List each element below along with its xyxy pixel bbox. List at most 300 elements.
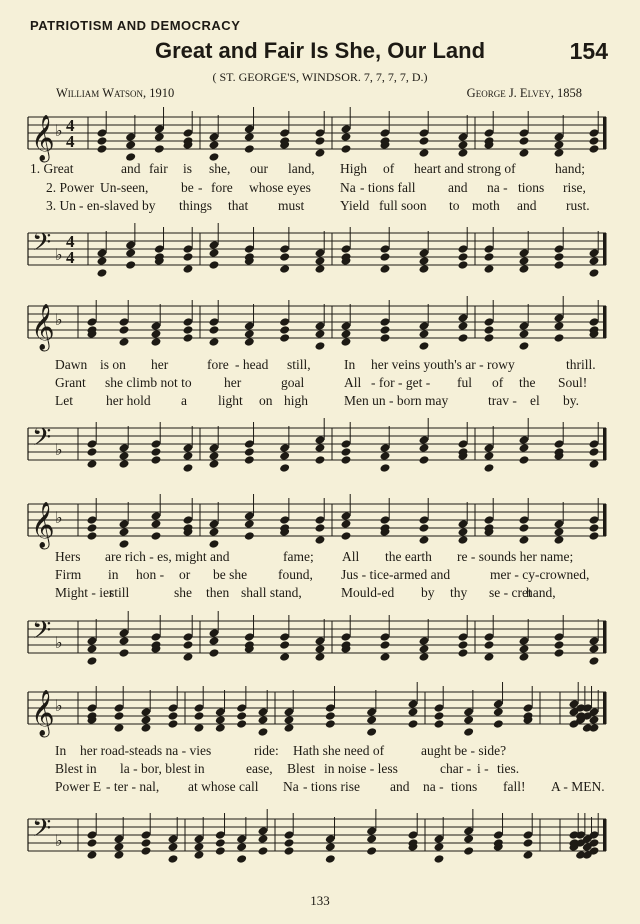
note-head — [519, 264, 530, 274]
lyric-word: ride: — [254, 743, 279, 758]
lyric-word: land, — [288, 161, 315, 176]
time-signature-digit: 4 — [66, 248, 75, 267]
note-head — [209, 648, 220, 658]
note-head — [519, 443, 530, 453]
lyric-word: - head — [235, 357, 269, 372]
note-head — [154, 132, 165, 142]
lyric-word: aught be - side? — [421, 743, 507, 758]
note-head — [463, 846, 474, 856]
lyric-word: - tions fall — [360, 180, 416, 195]
note-head — [458, 260, 469, 270]
lyric-word: Blest — [287, 761, 315, 776]
system-1-verse-1 — [0, 161, 640, 179]
note-head — [434, 719, 445, 729]
bass-clef-icon: 𝄢 — [32, 228, 52, 263]
note-head — [458, 333, 469, 343]
note-head — [463, 834, 474, 844]
note-head — [209, 527, 220, 537]
note-head — [209, 248, 220, 258]
note-head — [114, 711, 125, 721]
bass-staff-4 — [0, 806, 640, 866]
system-3-verse-3 — [0, 585, 640, 603]
note-head — [554, 252, 565, 262]
lyric-word: char - — [440, 761, 472, 776]
lyric-word: is on — [100, 357, 126, 372]
note-head — [183, 451, 194, 461]
lyric-word: she — [174, 585, 192, 600]
note-head — [114, 850, 125, 860]
lyric-word: - — [198, 180, 203, 195]
note-head — [183, 652, 194, 662]
lyric-word: re - sounds her name; — [457, 549, 574, 564]
lyric-word: shall stand, — [241, 585, 302, 600]
note-head — [279, 333, 290, 343]
lyric-word: be — [181, 180, 194, 195]
note-head — [589, 644, 600, 654]
lyric-word: Na — [340, 180, 356, 195]
note-head — [554, 535, 565, 545]
lyric-word: All — [342, 549, 360, 564]
lyric-word: of — [492, 375, 504, 390]
lyric-word: be she — [213, 567, 248, 582]
lyric-word: - en-slaved by — [79, 198, 156, 213]
note-head — [519, 535, 530, 545]
flat-icon: ♭ — [55, 831, 63, 850]
lyric-word: things — [179, 198, 213, 213]
lyric-word: her road-steads na - vies — [80, 743, 212, 758]
note-head — [419, 148, 430, 158]
note-head — [119, 648, 130, 658]
note-head — [244, 519, 255, 529]
lyric-word: Mould-ed — [341, 585, 395, 600]
note-head — [589, 523, 600, 533]
note-head — [315, 341, 326, 351]
note-head — [519, 341, 530, 351]
author-credit: William Watson, 1910 — [56, 86, 175, 100]
note-head — [183, 640, 194, 650]
treble-clef-icon: 𝄞 — [31, 304, 55, 350]
note-head — [589, 723, 600, 733]
note-head — [244, 132, 255, 142]
note-head — [215, 838, 226, 848]
note-head — [119, 539, 130, 549]
note-head — [87, 531, 98, 541]
note-head — [215, 723, 226, 733]
bass-clef-icon: 𝄢 — [32, 814, 52, 849]
note-head — [380, 264, 391, 274]
note-head — [87, 523, 98, 533]
note-head — [258, 715, 269, 725]
note-head — [554, 260, 565, 270]
note-head — [209, 337, 220, 347]
note-head — [484, 325, 495, 335]
note-head — [315, 535, 326, 545]
note-head — [244, 447, 255, 457]
system-3-verse-2 — [0, 567, 640, 585]
note-head — [119, 337, 130, 347]
note-head — [315, 256, 326, 266]
note-head — [419, 329, 430, 339]
note-head — [589, 656, 600, 666]
system-2-verse-2 — [0, 375, 640, 393]
note-head — [554, 333, 565, 343]
note-head — [315, 644, 326, 654]
note-head — [554, 648, 565, 658]
note-head — [244, 329, 255, 339]
note-head — [97, 268, 108, 278]
lyric-word: fame; — [283, 549, 314, 564]
note-head — [380, 333, 391, 343]
flat-icon: ♭ — [55, 508, 63, 527]
lyric-word: Jus - tice-armed and — [341, 567, 451, 582]
lyric-word: Na — [283, 779, 299, 794]
system-1-verse-2 — [0, 180, 640, 198]
note-head — [151, 531, 162, 541]
treble-staff-1 — [0, 104, 640, 164]
lyric-word: na - — [487, 180, 508, 195]
lyric-word: a — [181, 393, 187, 408]
note-head — [194, 842, 205, 852]
lyric-word: hon - — [136, 567, 165, 582]
note-head — [341, 531, 352, 541]
bass-staff-2 — [0, 415, 640, 475]
hymn-title: Great and Fair Is She, Our Land — [154, 38, 486, 63]
lyric-word: are rich - es, might and — [105, 549, 230, 564]
lyric-word: High — [340, 161, 367, 176]
lyric-word: Soul! — [558, 375, 588, 390]
note-head — [315, 148, 326, 158]
system-3-verse-1 — [0, 549, 640, 567]
lyric-word: Let — [55, 393, 73, 408]
tune-name: ( ST. GEORGE'S, WINDSOR. 7, 7, 7, 7, D.) — [212, 70, 428, 84]
flat-icon: ♭ — [55, 633, 63, 652]
lyric-word: All — [344, 375, 362, 390]
note-head — [434, 854, 445, 864]
note-head — [519, 329, 530, 339]
note-head — [315, 652, 326, 662]
lyric-word: A - MEN. — [551, 779, 605, 794]
lyric-word: found, — [278, 567, 313, 582]
lyric-word: in noise - less — [324, 761, 398, 776]
note-head — [151, 337, 162, 347]
note-head — [87, 447, 98, 457]
lyric-word: fall! — [503, 779, 526, 794]
time-signature-digit: 4 — [66, 116, 75, 135]
system-4-verse-2 — [0, 761, 640, 779]
note-head — [279, 252, 290, 262]
note-head — [554, 321, 565, 331]
note-head — [366, 834, 377, 844]
note-head — [114, 723, 125, 733]
final-barline — [603, 428, 606, 460]
note-head — [215, 846, 226, 856]
note-head — [119, 527, 130, 537]
lyric-word: moth — [472, 198, 500, 213]
final-barline — [603, 621, 606, 653]
note-head — [151, 519, 162, 529]
note-head — [125, 140, 136, 150]
note-head — [168, 719, 179, 729]
note-head — [419, 644, 430, 654]
bass-clef-icon: 𝄢 — [32, 423, 52, 458]
note-head — [236, 719, 247, 729]
treble-staff-2 — [0, 293, 640, 353]
note-head — [141, 715, 152, 725]
note-head — [119, 459, 130, 469]
note-head — [484, 333, 495, 343]
time-signature-digit: 4 — [66, 232, 75, 251]
lyric-word: mer - cy-crowned, — [490, 567, 590, 582]
section-heading: PATRIOTISM AND DEMOCRACY — [30, 18, 241, 33]
note-head — [484, 640, 495, 650]
lyric-word: to — [449, 198, 460, 213]
note-head — [97, 256, 108, 266]
treble-clef-icon: 𝄞 — [31, 502, 55, 548]
composer-credit: George J. Elvey, 1858 — [466, 86, 582, 100]
lyric-word: 1. Great — [30, 161, 74, 176]
lyric-word: her veins youth's ar - rowy — [371, 357, 515, 372]
note-head — [87, 838, 98, 848]
note-head — [419, 652, 430, 662]
lyric-word: Blest in — [55, 761, 97, 776]
lyric-word: In — [55, 743, 67, 758]
final-barline — [603, 233, 606, 265]
note-head — [380, 325, 391, 335]
lyric-word: by. — [563, 393, 579, 408]
lyric-word: Hers — [55, 549, 81, 564]
note-head — [258, 727, 269, 737]
lyric-word: and — [121, 161, 141, 176]
lyric-word: or — [179, 567, 191, 582]
lyric-word: trav - — [488, 393, 517, 408]
note-head — [589, 256, 600, 266]
note-head — [419, 535, 430, 545]
lyric-word: at whose call — [188, 779, 259, 794]
note-head — [125, 260, 136, 270]
lyric-word: our — [250, 161, 268, 176]
note-head — [284, 846, 295, 856]
lyric-word: na - — [423, 779, 444, 794]
lyric-word: and — [448, 180, 468, 195]
lyric-word: In — [344, 357, 356, 372]
note-head — [244, 337, 255, 347]
lyric-word: still — [109, 585, 130, 600]
note-head — [463, 715, 474, 725]
lyric-word: - ter - nal, — [106, 779, 160, 794]
lyric-word: and — [390, 779, 410, 794]
note-head — [458, 321, 469, 331]
hymn-number: 154 — [569, 38, 608, 64]
note-head — [419, 256, 430, 266]
final-barline — [603, 117, 606, 149]
note-head — [484, 652, 495, 662]
note-head — [209, 539, 220, 549]
note-head — [589, 459, 600, 469]
note-head — [244, 144, 255, 154]
note-head — [484, 252, 495, 262]
note-head — [484, 463, 495, 473]
lyric-word: fore — [211, 180, 233, 195]
lyric-word: heart and strong of — [414, 161, 516, 176]
note-head — [434, 711, 445, 721]
note-head — [141, 846, 152, 856]
note-head — [523, 838, 534, 848]
note-head — [589, 447, 600, 457]
final-barline — [603, 819, 606, 851]
note-head — [589, 136, 600, 146]
note-head — [589, 144, 600, 154]
note-head — [419, 264, 430, 274]
note-head — [380, 640, 391, 650]
lyric-word: she, — [209, 161, 231, 176]
note-head — [315, 443, 326, 453]
note-head — [258, 834, 269, 844]
lyric-word: high — [284, 393, 309, 408]
lyric-word: thy — [450, 585, 468, 600]
note-head — [236, 711, 247, 721]
note-head — [279, 640, 290, 650]
note-head — [236, 854, 247, 864]
note-head — [87, 656, 98, 666]
note-head — [209, 636, 220, 646]
lyric-word: ease, — [246, 761, 273, 776]
note-head — [519, 455, 530, 465]
note-head — [484, 264, 495, 274]
note-head — [458, 640, 469, 650]
note-head — [380, 463, 391, 473]
note-head — [366, 715, 377, 725]
note-head — [419, 136, 430, 146]
lyric-word: Power E — [55, 779, 102, 794]
note-head — [341, 455, 352, 465]
note-head — [114, 842, 125, 852]
note-head — [341, 519, 352, 529]
note-head — [244, 455, 255, 465]
note-head — [458, 535, 469, 545]
note-head — [279, 463, 290, 473]
system-4-verse-3 — [0, 779, 640, 797]
note-head — [554, 140, 565, 150]
lyric-word: Yield — [340, 198, 370, 213]
note-head — [194, 723, 205, 733]
note-head — [325, 842, 336, 852]
note-head — [315, 136, 326, 146]
note-head — [554, 527, 565, 537]
lyric-word: light — [218, 393, 243, 408]
note-head — [589, 268, 600, 278]
note-head — [315, 329, 326, 339]
note-head — [279, 652, 290, 662]
lyric-word: the earth — [385, 549, 432, 564]
note-head — [341, 144, 352, 154]
note-head — [183, 463, 194, 473]
lyric-word: on — [259, 393, 273, 408]
treble-clef-icon: 𝄞 — [31, 690, 55, 736]
note-head — [141, 838, 152, 848]
lyric-word: then — [206, 585, 230, 600]
note-head — [408, 719, 419, 729]
lyric-word: thrill. — [566, 357, 596, 372]
note-head — [236, 842, 247, 852]
note-head — [493, 719, 504, 729]
lyric-word: la - bor, blest in — [120, 761, 205, 776]
note-head — [484, 451, 495, 461]
note-head — [519, 523, 530, 533]
note-head — [341, 447, 352, 457]
bass-staff-1 — [0, 220, 640, 280]
note-head — [168, 711, 179, 721]
note-head — [151, 447, 162, 457]
note-head — [284, 723, 295, 733]
note-head — [519, 256, 530, 266]
note-head — [434, 842, 445, 852]
final-barline — [603, 504, 606, 536]
lyric-word: 3. Un — [46, 198, 76, 213]
lyric-word: in — [108, 567, 119, 582]
note-head — [119, 636, 130, 646]
lyric-word: and — [517, 198, 537, 213]
lyric-word: still, — [287, 357, 311, 372]
flat-icon: ♭ — [55, 121, 63, 140]
flat-icon: ♭ — [55, 310, 63, 329]
note-head — [168, 842, 179, 852]
note-head — [419, 455, 430, 465]
note-head — [408, 707, 419, 717]
lyric-word: hand; — [555, 161, 585, 176]
lyric-word: fair — [149, 161, 168, 176]
note-head — [244, 531, 255, 541]
note-head — [209, 260, 220, 270]
treble-staff-3 — [0, 491, 640, 551]
note-head — [209, 459, 220, 469]
lyric-word: her hold — [106, 393, 151, 408]
final-barline — [603, 306, 606, 338]
note-head — [519, 148, 530, 158]
note-head — [419, 443, 430, 453]
note-head — [209, 451, 220, 461]
lyric-word: goal — [281, 375, 305, 390]
note-head — [554, 148, 565, 158]
note-head — [87, 644, 98, 654]
note-head — [183, 325, 194, 335]
note-head — [380, 652, 391, 662]
note-head — [183, 252, 194, 262]
treble-staff-4 — [0, 679, 640, 739]
note-head — [315, 455, 326, 465]
system-2-verse-3 — [0, 393, 640, 411]
note-head — [463, 727, 474, 737]
note-head — [315, 264, 326, 274]
lyric-word: hand, — [526, 585, 556, 600]
note-head — [341, 132, 352, 142]
note-head — [419, 523, 430, 533]
lyric-word: Hath she need of — [293, 743, 385, 758]
note-head — [279, 325, 290, 335]
note-head — [258, 846, 269, 856]
lyric-word: that — [228, 198, 249, 213]
time-signature-digit: 4 — [66, 132, 75, 151]
lyric-word: full soon — [379, 198, 427, 213]
note-head — [325, 719, 336, 729]
note-head — [458, 148, 469, 158]
lyric-word: must — [278, 198, 305, 213]
note-head — [341, 337, 352, 347]
note-head — [458, 140, 469, 150]
note-head — [325, 711, 336, 721]
lyric-word: Dawn — [55, 357, 88, 372]
lyric-word: the — [519, 375, 536, 390]
note-head — [589, 531, 600, 541]
